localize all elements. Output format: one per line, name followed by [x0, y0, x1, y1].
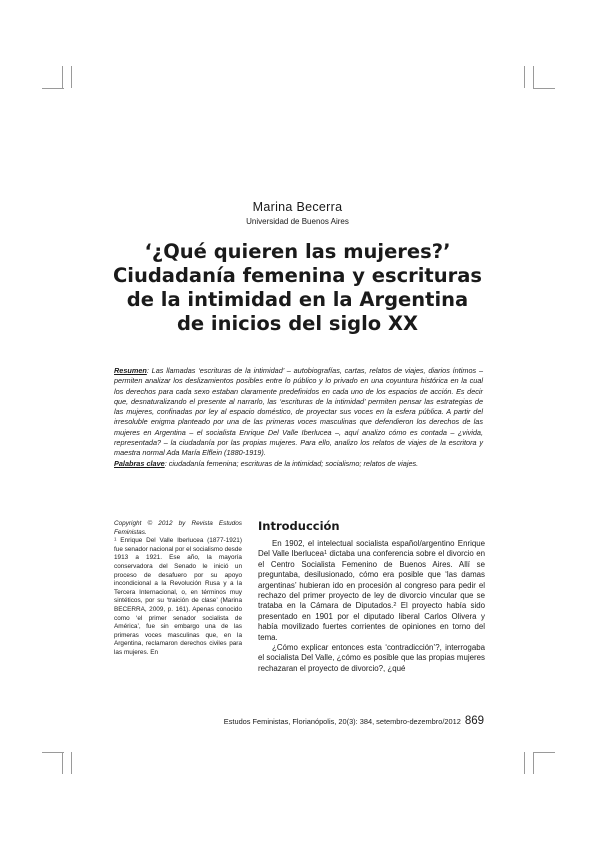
- crop-mark: [71, 752, 72, 774]
- paper-title: [60, 240, 535, 336]
- journal-citation: Estudos Feministas, Florianópolis, 20(3): 384, setembro-dezembro/2012: [223, 717, 461, 726]
- title-line: de la intimidad en la Argentina: [126, 288, 469, 311]
- crop-mark: [42, 752, 64, 753]
- abstract-label: Resumen: [114, 366, 147, 375]
- crop-mark: [533, 88, 555, 89]
- body-text: [258, 539, 485, 674]
- title-line: ‘¿Qué quieren las mujeres?’: [144, 240, 451, 263]
- crop-mark: [62, 752, 63, 774]
- body-text-run: En 1902, el intelectual socialista español/argentino Enrique Del Valle Iberlucea: [258, 539, 485, 559]
- copyright-notice: Copyright © 2012 by Revista Estudos Feministas.: [114, 520, 242, 536]
- crop-mark: [42, 88, 64, 89]
- crop-mark: [71, 66, 72, 88]
- section-heading: Introducción: [258, 519, 340, 533]
- crop-mark: [524, 66, 525, 88]
- sidebar-notes: [114, 520, 242, 658]
- author-affiliation: Universidad de Buenos Aires: [246, 217, 349, 226]
- keywords-label: Palabras clave: [114, 458, 165, 468]
- crop-mark: [533, 752, 534, 774]
- body-paragraph: [258, 539, 485, 643]
- footnote: [114, 537, 242, 657]
- abstract-paragraph: [114, 366, 483, 459]
- crop-mark: [524, 752, 525, 774]
- title-line: de inicios del siglo XX: [176, 312, 419, 335]
- keywords-text: : ciudadanía femenina; escrituras de la intimidad; socialismo; relatos de viajes.: [164, 458, 419, 468]
- footnote-reference[interactable]: 2: [393, 602, 397, 609]
- crop-mark: [533, 66, 534, 88]
- footnote-marker: 1: [114, 536, 117, 542]
- abstract-text: : Las llamadas ‘escrituras de la intimidad’ – autobiografías, cartas, relatos de viajes, diarios íntimos – permiten analizar los deslizamientos posibles entre lo público y lo privado en una coyuntura histórica en la cual los derechos para cada sexo estaban claramente predefinidos en cada uno de los espacios de acción. Es decir que, desnaturalizando el presente al narrarlo, las ‘escrituras de la intimidad’ permiten pensar las estrategias de las mujeres, confinadas por ley al espacio doméstico, de proyectar sus voces en la esfera pública. A partir del irresoluble enigma planteado por una de las primeras voces masculinas que defendieron los derechos de las mujeres en Argentina – el socialista Enrique Del Valle Iberlucea –, aquí analizo cómo es contada – ¿vivida, representada? – la ciudadanía por las propias mujeres. Para ello, analizo los relatos de viajes de la escritora y maestra normal Ada María Elflein (1880-1919).: [114, 366, 483, 458]
- crop-mark: [533, 752, 555, 753]
- page-number: 869: [464, 715, 484, 727]
- author-name: Marina Becerra: [252, 200, 343, 214]
- footnote-text: Enrique Del Valle Iberlucea (1877-1921) fue senador nacional por el socialismo desde 1913 a 1921. Ese año, la mayoría conservadora del Senado le inició un proceso de desafuero por su apoyo incondicional a la Revolución Rusa y a la Tercera Internacional, o, en términos muy sintéticos, por su ‘traición de clase’ (Marina BECERRA, 2009, p. 161). Apenas conocido como ‘el primer senador socialista de América’, fue sin embargo una de las primeras voces masculinas que, en la Argentina, reclamaron derechos civiles para las mujeres. En: [114, 537, 242, 656]
- footnote-reference[interactable]: 1: [324, 550, 328, 557]
- abstract: [114, 366, 483, 469]
- body-text-run: dictaba una conferencia sobre el divorcio en el Centro Socialista Femenino de Buenos Aires. Allí se preguntaba, desilusionado, cómo era posible que ‘las damas argentinas’ hubieran ido en procesión al congreso para pedir el rechazo del primer proyecto de ley de divorcio vincular que se trataba en la Cámara de Diputados.: [258, 549, 485, 611]
- title-line: Ciudadanía femenina y escrituras: [112, 264, 483, 287]
- body-text-run: El proyecto había sido presentado en 1901 por el diputado liberal Carlos Olivera y había movilizado fuertes corrientes de opiniones en torno del tema.: [258, 601, 485, 642]
- crop-mark: [62, 66, 63, 88]
- page-footer: [222, 715, 484, 727]
- body-paragraph: ¿Cómo explicar entonces esta ‘contradicción’?, interrogaba el socialista Del Valle, ¿cómo es posible que las propias mujeres rechazaran el proyecto de divorcio?, ¿qué: [258, 643, 485, 673]
- keywords-paragraph: [114, 459, 483, 469]
